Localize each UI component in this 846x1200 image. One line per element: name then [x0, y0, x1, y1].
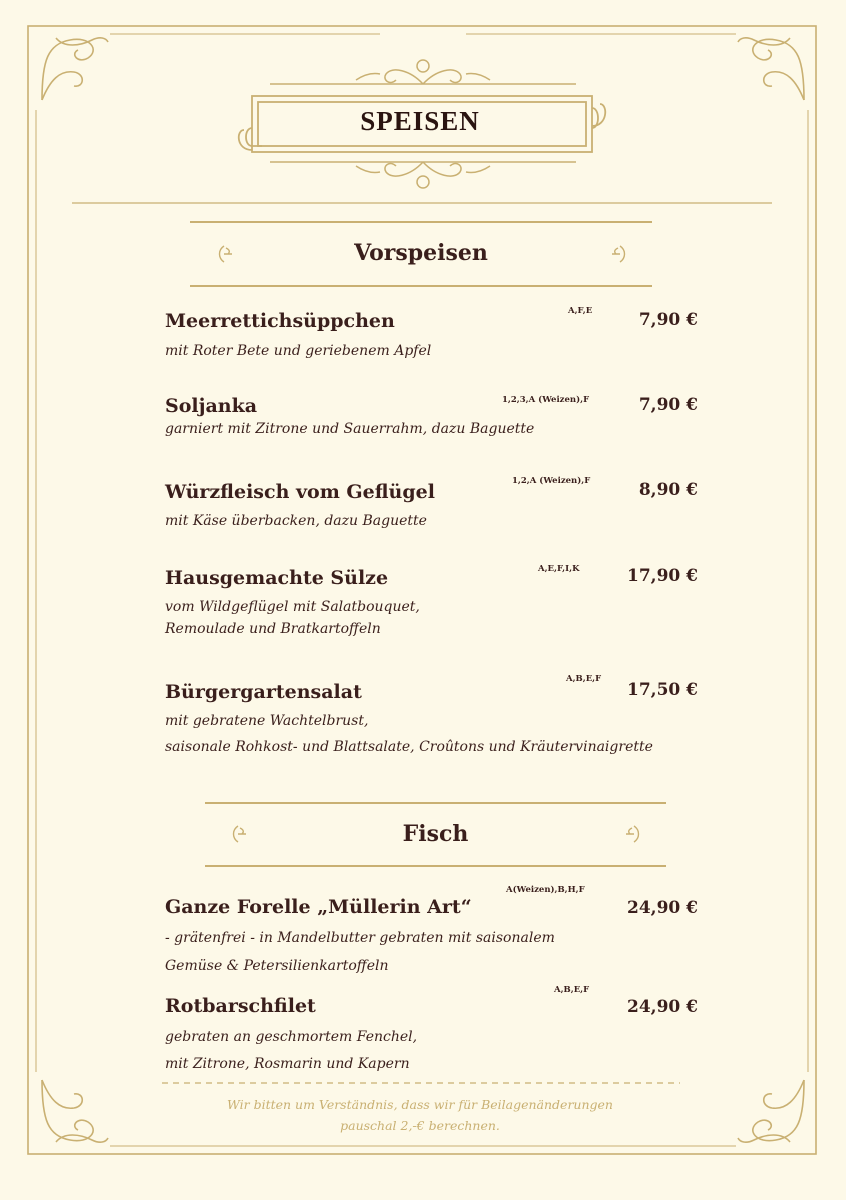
item-allergens: 1,2,A (Weizen),F: [512, 476, 591, 486]
corner-ornament-icon: [738, 1080, 804, 1142]
item-name: Meerrettichsüppchen: [165, 310, 395, 332]
item-description: vom Wildgeflügel mit Salatbouquet,: [165, 599, 420, 615]
item-description: - grätenfrei - in Mandelbutter gebraten mit saisonalem: [165, 930, 555, 946]
footer-note: [160, 1094, 680, 1136]
item-description: gebraten an geschmortem Fenchel,: [165, 1029, 418, 1045]
section-title-fisch: Fisch: [402, 821, 469, 847]
item-description: mit Zitrone, Rosmarin und Kapern: [165, 1056, 410, 1072]
flourish-icon: [270, 60, 576, 84]
item-description: saisonale Rohkost- und Blattsalate, Croûtons und Kräutervinaigrette: [165, 739, 653, 755]
corner-ornament-icon: [42, 1080, 108, 1142]
page-title: SPEISEN: [360, 106, 480, 136]
footer-note-line: pauschal 2,-€ berechnen.: [340, 1118, 500, 1133]
item-description: garniert mit Zitrone und Sauerrahm, dazu Baguette: [165, 421, 535, 437]
item-allergens: 1,2,3,A (Weizen),F: [502, 395, 590, 405]
item-description: mit Käse überbacken, dazu Baguette: [165, 513, 427, 529]
item-name: Soljanka: [165, 395, 258, 417]
item-name: Bürgergartensalat: [165, 681, 362, 703]
item-description: Remoulade und Bratkartoffeln: [165, 621, 381, 637]
section-title-vorspeisen: Vorspeisen: [354, 240, 488, 266]
corner-ornament-icon: [738, 38, 804, 100]
corner-ornament-icon: [42, 38, 108, 100]
item-price: 17,50 €: [627, 680, 698, 700]
item-description: mit gebratene Wachtelbrust,: [165, 713, 369, 729]
item-allergens: A,B,E,F: [566, 674, 602, 684]
item-price: 24,90 €: [627, 997, 698, 1017]
item-allergens: A(Weizen),B,H,F: [506, 885, 585, 895]
item-price: 24,90 €: [627, 898, 698, 918]
item-allergens: A,E,F,I,K: [538, 564, 580, 574]
item-description: Gemüse & Petersilienkartoffeln: [165, 958, 389, 974]
item-price: 7,90 €: [638, 395, 698, 415]
item-description: mit Roter Bete und geriebenem Apfel: [165, 343, 432, 359]
item-allergens: A,B,E,F: [554, 985, 590, 995]
item-name: Rotbarschfilet: [165, 995, 316, 1017]
item-name: Würzfleisch vom Geflügel: [165, 481, 435, 503]
item-price: 8,90 €: [638, 480, 698, 500]
item-name: Ganze Forelle „Müllerin Art“: [165, 896, 472, 918]
item-allergens: A,F,E: [568, 306, 593, 316]
item-price: 17,90 €: [627, 566, 698, 586]
item-price: 7,90 €: [638, 310, 698, 330]
footer-note-line: Wir bitten um Verständnis, dass wir für Beilagenänderungen: [227, 1097, 613, 1112]
item-name: Hausgemachte Sülze: [165, 567, 389, 589]
flourish-icon: [270, 162, 576, 188]
